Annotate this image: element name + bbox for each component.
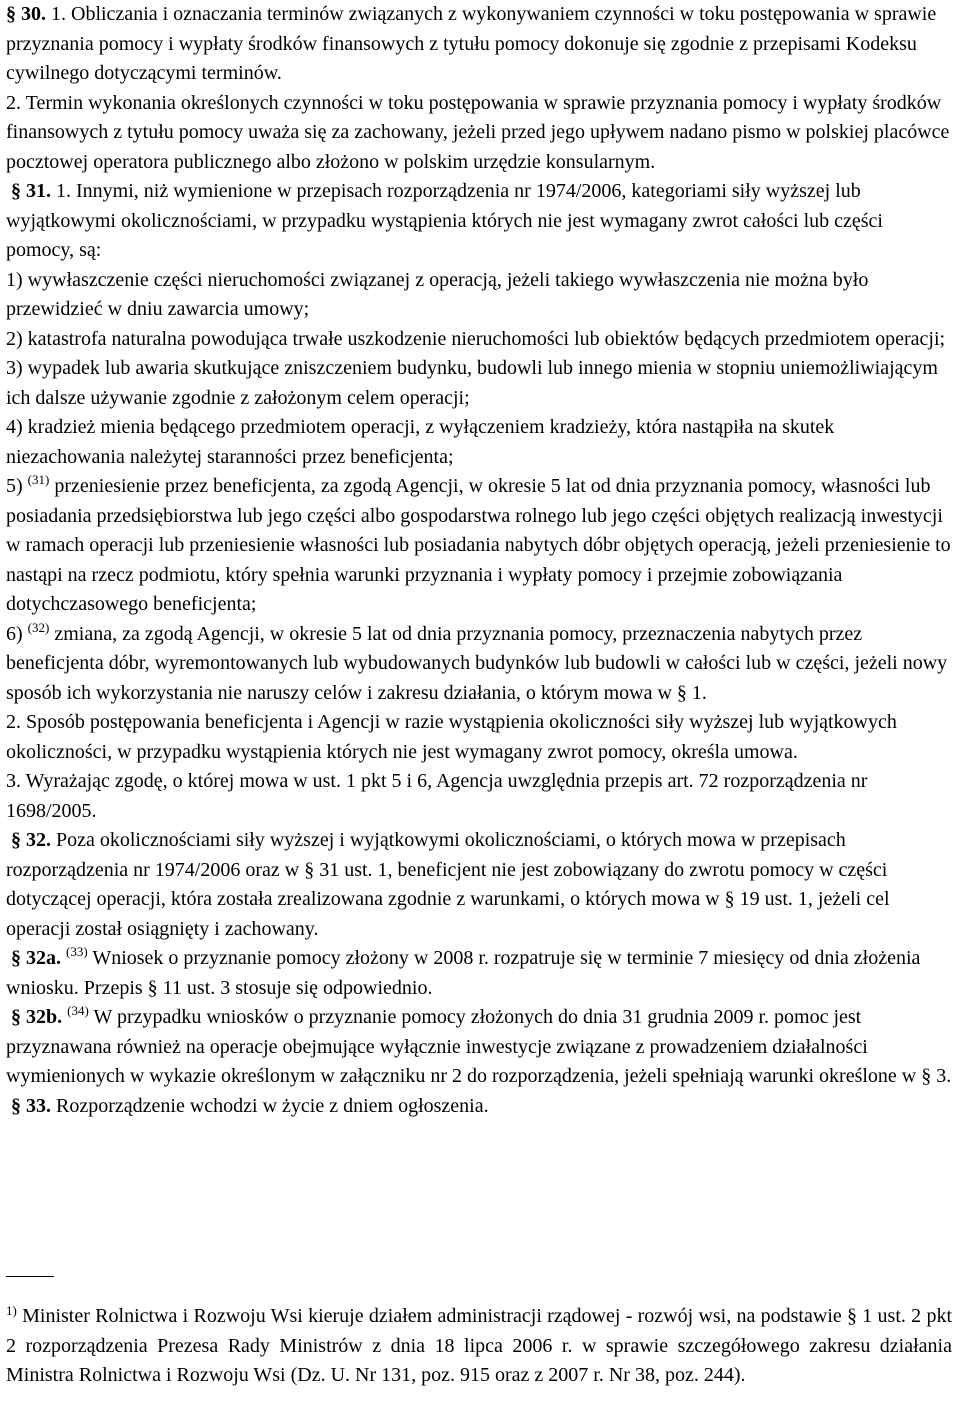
paragraph-32b [6,1003,956,1092]
paragraph-text: 1. Obliczania i oznaczania terminów związanych z wykonywaniem czynności w toku postępowania w sprawie przyznania pomocy i wypłaty środków finansowych z tytułu pomocy dokonuje się zgodnie z przepisami Kodeksu cywilnego dotyczącymi terminów. [6,3,937,84]
amendment-marker: (34) [67,1003,89,1018]
paragraph-text: 1. Innymi, niż wymienione w przepisach rozporządzenia nr 1974/2006, kategoriami siły wyższej lub wyjątkowymi okolicznościami, w przypadku wystąpienia których nie jest wymagany zwrot całości lub części pomocy, są: [6,180,883,261]
footnote [6,1302,952,1391]
paragraph-text: 3) wypadek lub awaria skutkujące zniszczeniem budynku, budowli lub innego mienia w stopniu uniemożliwiającym ich dalsze używanie zgodnie z założonym celem operacji; [6,357,938,409]
paragraph-text: 2) katastrofa naturalna powodująca trwałe uszkodzenie nieruchomości lub obiektów będących przedmiotem operacji; [6,327,946,350]
list-item-3 [6,354,956,413]
paragraph-text: 2. Termin wykonania określonych czynności w toku postępowania w sprawie przyznania pomocy i wypłaty środków finansowych z tytułu pomocy uważa się za zachowany, jeżeli przed jego upływem nadano pismo w polskiej placówce pocztowej operatora publicznego albo złożono w polskim urzędzie konsularnym. [6,91,950,173]
section-sign: § [11,1006,21,1028]
paragraph-30-2 [6,89,956,178]
section-sign: § [11,1094,21,1117]
list-item-2 [6,325,956,355]
paragraph-text: 3. Wyrażając zgodę, o której mowa w ust. 1 pkt 5 i 6, Agencja uwzględnia przepis art. 72 rozporządzenia nr 1698/2005. [6,770,868,822]
paragraph-text: Poza okolicznościami siły wyższej i wyjątkowymi okolicznościami, o których mowa w przepisach rozporządzenia nr 1974/2006 oraz w § 31 ust. 1, beneficjent nie jest zobowiązany do zwrotu pomocy w części dotyczącej operacji, która została zrealizowana zgodnie z warunkami, o których mowa w § 19 ust. 1, jeżeli cel operacji został osiągnięty i zachowany. [6,829,890,940]
paragraph-32a [6,944,956,1003]
list-item-1 [6,266,956,325]
paragraph-33 [6,1092,956,1122]
paragraph-31-2 [6,708,956,767]
list-number: 6) [6,622,23,645]
paragraph-text: 4) kradzież mienia będącego przedmiotem operacji, z wyłączeniem kradzieży, która nastąpiła na skutek niezachowania należytej staranności przez beneficjenta; [6,416,835,468]
paragraph-text: W przypadku wniosków o przyznanie pomocy złożonych do dnia 31 grudnia 2009 r. pomoc jest przyznawana również na operacje obejmujące wyłącznie inwestycje związane z prowadzeniem działalności wymienionych w wykazie określonym w załączniku nr 2 do rozporządzenia, jeżeli spełniają warunki określone w § 3. [6,1006,952,1087]
paragraph-text: 2. Sposób postępowania beneficjenta i Agencji w razie wystąpienia okoliczności siły wyższej lub wyjątkowych okoliczności, w przypadku wystąpienia których nie jest wymagany zwrot pomocy, określa umowa. [6,711,897,763]
list-item-6 [6,620,956,709]
section-sign: § [11,829,21,851]
paragraph-number: 30. [21,3,46,25]
section-sign: § [11,180,21,202]
paragraph-number: 32. [26,829,51,851]
amendment-marker: (31) [27,472,50,487]
amendment-marker: (33) [66,944,88,959]
amendment-marker: (32) [27,619,50,635]
paragraph-number: 32a. [26,947,61,969]
list-number: 5) [6,475,23,497]
paragraph-text: zmiana, za zgodą Agencji, w okresie 5 lat od dnia przyznania pomocy, przeznaczenia nabytych przez beneficjenta dóbr, wyremontowanych lub wybudowanych budynków lub budowli w całości lub w części, jeżeli nowy sposób ich wykorzystania nie naruszy celów i zakresu działania, o którym mowa w § 1. [6,622,948,704]
paragraph-text: Wniosek o przyznanie pomocy złożony w 2008 r. rozpatruje się w terminie 7 miesięcy od dnia złożenia wniosku. Przepis § 11 ust. 3 stosuje się odpowiednio. [6,947,921,999]
paragraph-number: 33. [26,1094,51,1117]
document-page [6,0,956,1121]
section-sign: § [6,3,16,25]
footnote-separator [6,1276,54,1277]
footnote-text: Minister Rolnictwa i Rozwoju Wsi kieruje działem administracji rządowej - rozwój wsi, na podstawie § 1 ust. 2 pkt 2 rozporządzenia Prezesa Rady Ministrów z dnia 18 lipca 2006 r. w sprawie szczegółowego zakresu działania Ministra Rolnictwa i Rozwoju Wsi (Dz. U. Nr 131, poz. 915 oraz z 2007 r. Nr 38, poz. 244). [6,1305,953,1386]
list-item-4 [6,413,956,472]
footnote-marker: 1) [6,1303,17,1318]
paragraph-31-1 [6,177,956,266]
paragraph-text: Rozporządzenie wchodzi w życie z dniem ogłoszenia. [56,1094,489,1117]
paragraph-number: 32b. [26,1006,63,1028]
list-item-5 [6,472,956,620]
paragraph-31-3 [6,767,956,826]
paragraph-number: 31. [26,180,51,202]
paragraph-text: przeniesienie przez beneficjenta, za zgodą Agencji, w okresie 5 lat od dnia przyznania pomocy, własności lub posiadania przedsiębiorstwa lub jego części albo gospodarstwa rolnego lub jego części objętych realizacją inwestycji w ramach operacji lub przeniesienie własności lub posiadania nabytych dóbr objętych operacją, jeżeli przeniesienie to nastąpi na rzecz podmiotu, który spełnia warunki przyznania i wypłaty pomocy i przejmie zobowiązania dotychczasowego beneficjenta; [6,475,951,615]
paragraph-30-1 [6,0,956,89]
section-sign: § [11,947,21,969]
paragraph-text: 1) wywłaszczenie części nieruchomości związanej z operacją, jeżeli takiego wywłaszczenia nie można było przewidzieć w dniu zawarcia umowy; [6,268,869,320]
paragraph-32 [6,826,956,944]
